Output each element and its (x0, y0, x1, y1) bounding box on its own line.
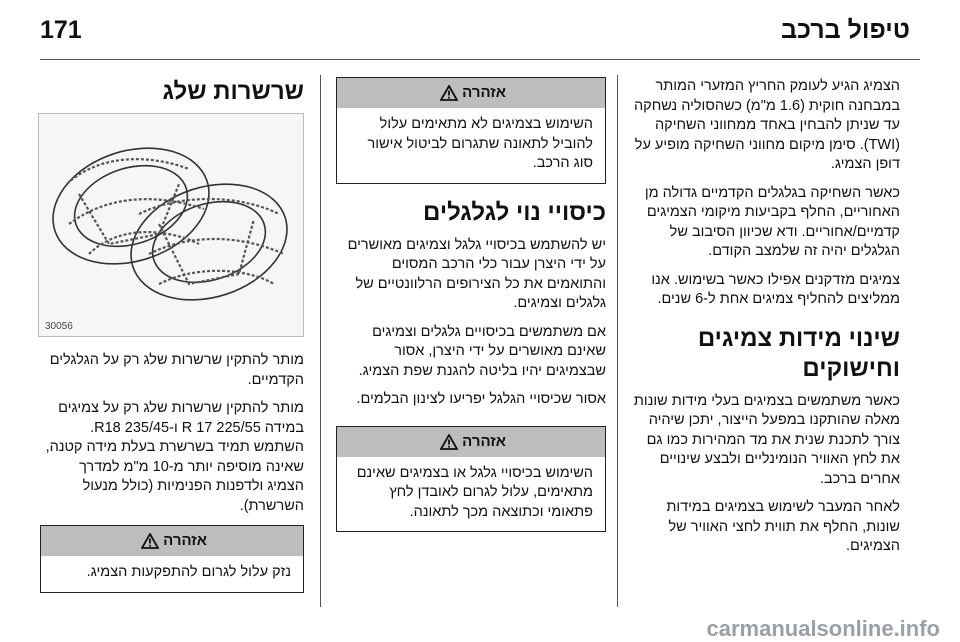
size-change-paragraph: כאשר משתמשים בצמיגים בעלי מידות שונות מאלה שהותקנו במפעל הייצור, יתכן שיהיה צורך לתכנת שנית את מד המהירות כמו גם את לחץ האוויר הנומינליים ולבצע שינויים אחרים ברכב. (633, 392, 900, 487)
column-divider-right (617, 75, 618, 607)
snow-chains-paragraph-2: מותר להתקין שרשרות שלג רק על צמיגים במידה 225/55 R 17 ו-235/45 R18. השתמש תמיד בשרשרת בעלת מידה קטנה, שאינה מוסיפה יותר מ-10 מ"מ למדרך הצמיג ולדפנות הפנימיות (כולל מנעול השרשרת). (45, 400, 304, 514)
warning-header (337, 78, 605, 108)
column-middle (336, 77, 606, 532)
warning-text: השימוש בצמיגים לא מתאימים עלול להוביל לתאונה שתגרום לביטול אישור סוג הרכב. (367, 116, 593, 171)
warning-label: אזהרה (462, 84, 507, 101)
warning-triangle-icon (440, 434, 458, 450)
warning-label: אזהרה (462, 432, 507, 450)
snow-chains-paragraph-1: מותר להתקין שרשרות שלג רק על הגלגלים הקדמיים. (49, 352, 304, 388)
wheel-covers-paragraph-1: יש להשתמש בכיסויי גלגל וצמיגים מאושרים על ידי היצרן עבור כלי הרכב המסוים והתואמים את כל הצירופים הרלוונטיים של גלגלים וצמיגים. (347, 236, 606, 311)
column-right (630, 77, 900, 566)
warning-text: השימוש בכיסויי גלגל או בצמיגים שאינם מתאימים, עלול לגרום לאובדן לחץ פתאומי וכתוצאה מכך לתאונה. (356, 464, 593, 520)
pressure-label-paragraph: לאחר המעבר לשימוש בצמיגים במידות שונות, החלף את תווית לחצי האוויר של הצמיגים. (666, 499, 900, 554)
snow-chain-tires-drawing (39, 114, 303, 336)
section-title-wheel-covers: כיסויי נוי לגלגלים (423, 198, 606, 226)
warning-triangle-icon (440, 85, 458, 101)
figure-code: 30056 (45, 321, 73, 332)
column-left (40, 77, 304, 593)
wheel-covers-paragraph-2: אם משתמשים בכיסויים גלגלים וצמיגים שאינם מאושרים על ידי היצרן, אסור שבצמיגים יהיו בליטה להגנת שפת הצמיג. (358, 323, 606, 379)
page-footer (0, 612, 960, 642)
tread-depth-paragraph: הצמיג הגיע לעומק החריץ המזערי המותר במבחנה חוקית (1.6 מ"מ) כשהסוליה נשחקה עד שניתן להבחין באחד ממחווני השחיקה (TWI). סימן מיקום מחווני השחיקה מופיע על דופן הצמיג. (633, 78, 900, 172)
column-divider-left (320, 75, 321, 607)
section-title-tire-size-change: שינוי מידות צמיגים וחישוקים (697, 324, 900, 382)
header-rule (40, 59, 920, 60)
section-title-snow-chains: שרשרות שלג (162, 78, 304, 105)
watermark-text: carmanualsonline.info (706, 616, 940, 641)
tire-rotation-paragraph: כאשר השחיקה בגלגלים הקדמיים גדולה מן האחוריים, החלף בקביעות מיקומי הצמיגים קדמיים/אחוריים. ודא שכיוון הסיבוב של הגלגלים יהיה זה שלמצב הקודם. (644, 184, 900, 259)
warning-box-wheel-covers (336, 426, 606, 533)
page-header (40, 14, 920, 48)
warning-box-snow-chains (40, 525, 304, 593)
chapter-title: טיפול ברכב (781, 16, 910, 44)
warning-header (41, 526, 303, 556)
warning-label: אזהרה (163, 532, 208, 549)
warning-text: נזק עלול לגרום להתפקעות הצמיג. (86, 564, 291, 580)
wheel-covers-paragraph-3: אסור שכיסויי הגלגל יפריעו לצינון הבלמים. (356, 391, 606, 407)
tire-aging-paragraph: צמיגים מזדקנים אפילו כאשר בשימוש. אנו ממליצים להחליף צמיגים אחת ל-6 שנים. (651, 271, 900, 307)
page-number: 171 (40, 16, 82, 44)
warning-header (337, 427, 605, 457)
warning-triangle-icon (141, 533, 159, 549)
warning-box-unsuitable-tires (336, 77, 606, 184)
snow-chains-illustration (38, 113, 304, 337)
